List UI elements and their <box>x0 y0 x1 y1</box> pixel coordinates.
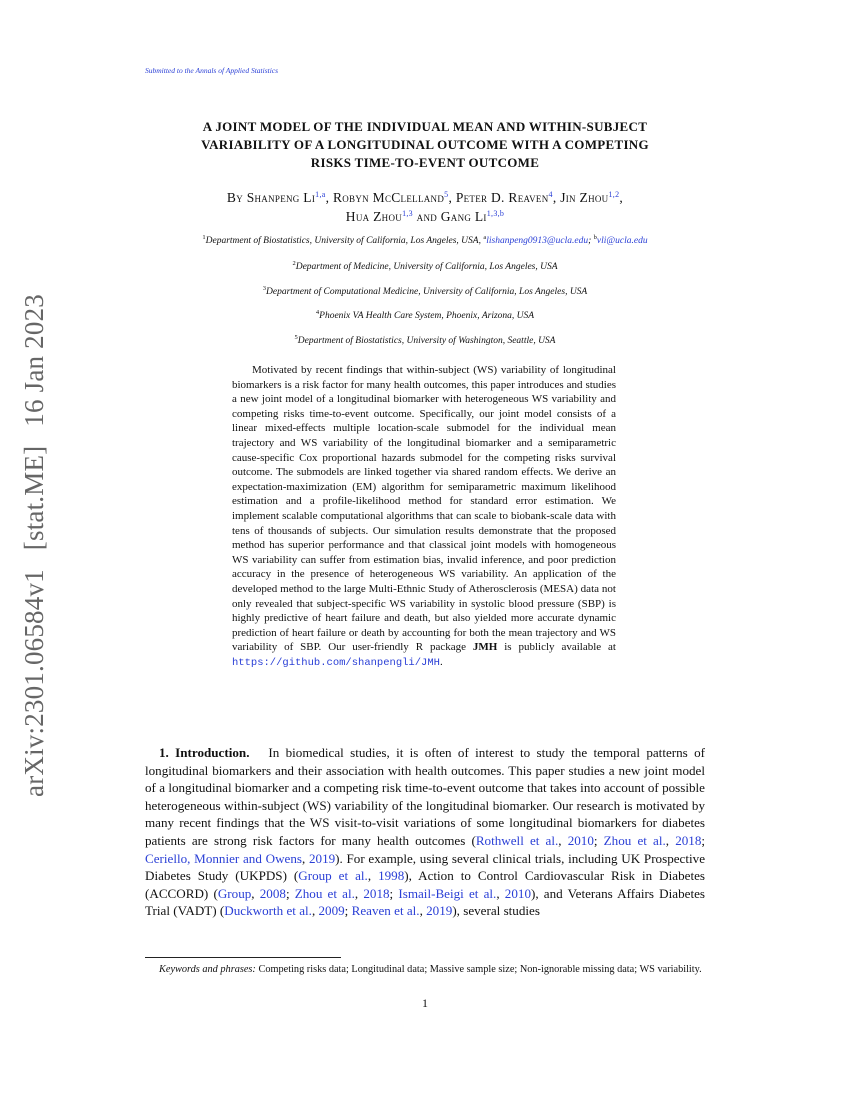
author-3: Peter D. Reaven <box>455 190 549 205</box>
affiliation-2-num: 2 <box>292 260 296 267</box>
affiliation-5 <box>145 336 705 346</box>
abstract-end: . <box>439 655 443 668</box>
email-b-link[interactable]: vli@ucla.edu <box>596 236 648 246</box>
github-link[interactable]: https://github.com/shanpengli/JMH <box>232 656 440 669</box>
and-label: and <box>416 209 438 224</box>
citation-year-link[interactable]: 2008 <box>259 885 286 901</box>
affiliation-3 <box>145 287 705 297</box>
paper-title <box>145 118 705 172</box>
affiliation-1: $^1$Department of Biostatistics, University of California, Los Angeles, USA, $^a$lishanpeng0913@ucla.edu; $^b$vli@ucla.edu <box>202 234 648 246</box>
citation-link[interactable]: Zhou et al. <box>294 885 355 901</box>
by-label: By <box>226 190 244 205</box>
arxiv-category: [stat.ME] <box>18 445 49 550</box>
affiliation-1-text: Department of Biostatistics, University of California, Los Angeles, USA, <box>205 236 481 246</box>
section-heading: 1. Introduction. <box>159 745 250 760</box>
affiliation-4-num: 4 <box>315 309 320 316</box>
title-line-1: A JOINT MODEL OF THE INDIVIDUAL MEAN AND WITHIN-SUBJECT <box>202 119 648 134</box>
intro-text-4: ), and Veterans Affairs Diabetes Trial (VADT) ( <box>145 885 705 919</box>
arxiv-stamp <box>14 290 54 800</box>
citation-year-link[interactable]: 2018 <box>363 885 390 901</box>
affiliation-3-num: 3 <box>262 285 267 292</box>
citation-year-link[interactable]: 2019 <box>308 850 336 866</box>
affiliation-5-num: 5 <box>294 334 298 341</box>
title-line-3: RISKS TIME-TO-EVENT OUTCOME <box>310 155 540 170</box>
arxiv-date: 16 Jan 2023 <box>18 293 49 427</box>
author-2-sup[interactable]: 5 <box>444 190 449 199</box>
abstract-availability: is publicly available at <box>504 641 616 654</box>
page-number: 1 <box>422 996 428 1010</box>
citation-year-link[interactable]: 2010 <box>504 885 531 901</box>
title-line-2: VARIABILITY OF A LONGITUDINAL OUTCOME WITH A COMPETING <box>201 137 649 152</box>
abstract-body: Motivated by recent findings that within-subject (WS) variability of longitudinal biomarkers is a risk factor for many health outcomes, this paper introduces and studies a new joint model of a longitudinal biomarker with heterogeneous WS variability and competing risks time-to-event outcome. Specifically, our joint model consists of a linear mixed-effects multiple location-scale submodel for the individual mean trajectory and WS variability of the longitudinal biomarker and a semiparametric cause-specific Cox proportional hazards submodel for the competing risks survival outcome. The submodels are linked together via shared random effects. We derive an expectation-maximization (EM) algorithm for semiparametric maximum likelihood estimation and a profile-likelihood method for standard error estimation. We implement scalable computational algorithms that can scale to biobank-scale data with tens of thousands of subjects. Our simulation results demonstrate that the proposed method has superior performance and that classical joint models with homogeneous WS variability can suffer from estimation bias, invalid inference, and poor prediction accuracy in the presence of heterogeneous WS variability. An application of the developed method to the large Multi-Ethnic Study of Atherosclerosis (MESA) data not only revealed that subject-specific WS variability in systolic blood pressure (SBP) is highly predictive of heart failure and death, but also yielded more accurate dynamic prediction of heart failure or death by accounting for both the mean trajectory and WS variability of SBP. Our user-friendly R package <box>232 364 616 654</box>
package-name: JMH <box>472 641 498 654</box>
journal-header-note: Submitted to the Annals of Applied Statistics <box>145 66 279 75</box>
intro-text-5: ), several studies <box>452 903 540 919</box>
citation-link[interactable]: Zhou et al. <box>603 832 666 848</box>
citation-link[interactable]: Duckworth et al. <box>224 903 312 919</box>
affiliation-1-num: 1 <box>202 234 206 241</box>
author-6-sup[interactable]: 1,3,b <box>486 209 505 218</box>
citation-link[interactable]: Ismail-Beigi et al. <box>398 885 497 901</box>
citation-year-link[interactable]: 1998 <box>378 868 405 884</box>
affiliation-5-text: Department of Biostatistics, University of Washington, Seattle, USA <box>297 336 556 346</box>
author-1: Shanpeng Li <box>246 190 316 205</box>
affiliation-3-text: Department of Computational Medicine, University of California, Los Angeles, USA <box>266 287 588 297</box>
footnote-divider <box>145 957 341 958</box>
keywords-footnote <box>145 962 705 977</box>
abstract <box>232 363 616 670</box>
author-1-sup[interactable]: 1,a <box>315 190 326 199</box>
affiliation-4 <box>145 311 705 321</box>
keywords-label: Keywords and phrases: <box>159 964 256 975</box>
email-a-label: a <box>483 234 487 241</box>
introduction-paragraph: 1. Introduction. In biomedical studies, it is often of interest to study the temporal patterns of longitudinal biomarkers and their association with health outcomes. This paper studies a new joint model of a longitudinal biomarker and a competing risk time-to-event outcome that takes into account of possible heterogeneous within-subject (WS) variability of the longitudinal biomarker. Our research is motivated by many recent findings that the WS visit-to-visit variations of some longitudinal biomarkers for diabetes patients are strong risk factors for many health outcomes (Rothwell et al., 2010; Zhou et al., 2018; Ceriello, Monnier and Owens, 2019). For example, using several clinical trials, including UK Prospective Diabetes Study (UKPDS) (Group et al., 1998), Action to Control Cardiovascular Risk in Diabetes (ACCORD) (Group, 2008; Zhou et al., 2018; Ismail-Beigi et al., 2010), and Veterans Affairs Diabetes Trial (VADT) (Duckworth et al., 2009; Reaven et al., 2019), several studies <box>145 745 706 919</box>
citation-year-link[interactable]: 2010 <box>567 832 594 848</box>
citation-year-link[interactable]: 2018 <box>675 832 702 848</box>
author-6: Gang Li <box>440 209 487 224</box>
author-2: Robyn McClelland <box>332 190 445 205</box>
email-a-link[interactable]: lishanpeng0913@ucla.edu <box>486 236 589 246</box>
affiliation-2 <box>145 262 705 272</box>
author-4: Jin Zhou <box>560 190 609 205</box>
email-b-label: b <box>593 234 597 241</box>
author-5-sup[interactable]: 1,3 <box>402 209 413 218</box>
citation-link[interactable]: Rothwell et al. <box>475 832 559 848</box>
citation-link[interactable]: Reaven et al. <box>351 903 420 919</box>
keywords-text: Competing risks data; Longitudinal data; Massive sample size; Non-ignorable missing data; WS variability. <box>258 964 702 975</box>
author-list: By Shanpeng Li$^{1,a}$, Robyn McClelland$^5$, Peter D. Reaven$^4$, Jin Zhou$^{1,2}$, Hua Zhou$^{1,3}$ and Gang Li$^{1,3,b}$ <box>226 190 624 224</box>
citation-year-link[interactable]: 2009 <box>318 903 345 919</box>
affiliation-4-text: Phoenix VA Health Care System, Phoenix, Arizona, USA <box>319 311 535 321</box>
author-4-sup[interactable]: 1,2 <box>608 190 620 199</box>
citation-year-link[interactable]: 2019 <box>426 903 453 919</box>
intro-text-3: ), Action to Control Cardiovascular Risk in Diabetes (ACCORD) ( <box>145 868 705 901</box>
arxiv-id: arXiv:2301.06584v1 <box>18 568 49 797</box>
intro-text-2: ). For example, using several clinical trials, including UK Prospective Diabetes Study (UKPDS) ( <box>145 850 706 884</box>
citation-link[interactable]: Ceriello, Monnier and Owens <box>145 850 302 866</box>
citation-link[interactable]: Group <box>217 885 252 901</box>
citation-link[interactable]: Group et al. <box>298 868 368 884</box>
affiliation-2-text: Department of Medicine, University of California, Los Angeles, USA <box>295 262 558 272</box>
author-5: Hua Zhou <box>345 209 403 224</box>
intro-text-1: In biomedical studies, it is often of interest to study the temporal patterns of longitudinal biomarkers and their association with health outcomes. This paper studies a new joint model of a longitudinal biomarker and a competing risk time-to-event outcome that takes into account of possible heterogeneous within-subject (WS) variability of the longitudinal biomarker. Our research is motivated by many recent findings that the WS visit-to-visit variations of some longitudinal biomarkers for diabetes patients are strong risk factors for many health outcomes ( <box>145 745 705 848</box>
author-3-sup[interactable]: 4 <box>548 190 553 199</box>
